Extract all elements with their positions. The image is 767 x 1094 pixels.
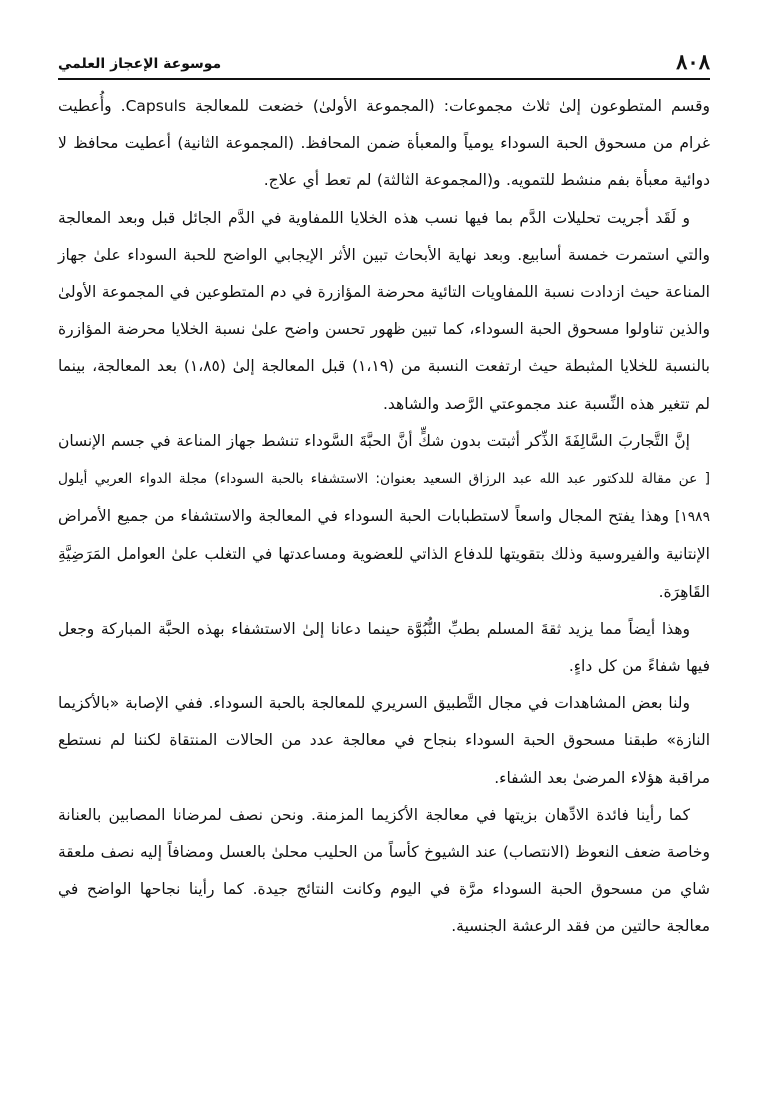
- book-page: [58, 48, 710, 1078]
- paragraph-volunteer-groups: وقسم المتطوعون إلىٰ ثلاث مجموعات: (المجموعة الأولىٰ) خضعت للمعالجة Capsuls. وأُعطيت غرام من مسحوق الحبة السوداء يومياً والمعبأة ضمن المحافظ. (المجموعة الثانية) أعطيت محافظ لا دوائية معبأة بفم منشط للتمويه. و(المجموعة الثالثة) لم تعط أي علاج.: [58, 97, 710, 190]
- paragraph-immune-conclusion: [58, 423, 710, 611]
- body-text: [58, 88, 710, 946]
- page-number: ٨٠٨: [676, 49, 710, 74]
- paragraph-eczema-and-impotence: كما رأينا فائدة الادِّهان بزيتها في معالجة الأكزيما المزمنة. ونحن نصف لمرضانا المصابين بالعنانة وخاصة ضعف النعوظ (الانتصاب) عند الشيوخ كأساً من الحليب محلىٰ بالعسل ومضافاً إليه نصف ملعقة شاي من مسحوق الحبة السوداء مرَّة في اليوم وكانت النتائج جيدة. كما رأينا نجاحها الواضح في معالجة حالتين من فقد الرعشة الجنسية.: [58, 805, 710, 936]
- paragraph-clinical-observations: ولنا بعض المشاهدات في مجال التَّطبيق السريري للمعالجة بالحبة السوداء. ففي الإصابة «بالأكزيما النازة» طبقنا مسحوق الحبة السوداء بنجاح في معالجة عدد من الحالات المنتقاة لكننا لم نستطع مراقبة هؤلاء المرضىٰ بعد الشفاء.: [58, 694, 710, 787]
- paragraph-immune-text-before: إنَّ التَّجاربَ السَّالِفَةَ الذِّكر أثبتت بدون شكٍّ أنَّ الحبَّةَ السَّوداء تنشط جهاز المناعة في جسم الإنسان: [58, 431, 690, 450]
- paragraph-immune-text-after: وهذا يفتح المجال واسعاً لاستطبابات الحبة السوداء في المعالجة والاستشفاء من جميع الأمراض الإنتانية والفيروسية وذلك بتقويتها للدفاع الذاتي للعضوية ومساعدتها في التغلب علىٰ العوامل المَرَضِيَّةِ القَاهِرَة.: [58, 507, 710, 601]
- paragraph-blood-analysis: و لَقَد أجريت تحليلات الدَّم بما فيها نسب هذه الخلايا اللمفاوية في الدَّم الجائل قبل وبعد المعالجة والتي استمرت خمسة أسابيع. وبعد نهاية الأبحاث تبين الأثر الإيجابي الواضح للحبة السوداء علىٰ جهاز المناعة حيث ازدادت نسبة اللمفاويات التائية محرضة المؤازرة في دم المتطوعين في المجموعة الأولىٰ والذين تناولوا مسحوق الحبة السوداء، كما تبين ظهور تحسن واضح علىٰ نسبة الخلايا محرضة المؤازرة بالنسبة للخلايا المثبطة حيث ارتفعت النسبة من (١،١٩) قبل المعالجة إلىٰ (١،٨٥) بعد المعالجة، بينما لم تتغير هذه النِّسبة عند مجموعتي الرَّصد والشاهد.: [58, 208, 710, 413]
- citation-note: [ عن مقالة للدكتور عبد الله عبد الرزاق السعيد بعنوان: الاستشفاء بالحبة السوداء) مجلة الدواء العربي أيلول ١٩٨٩]: [58, 471, 710, 526]
- running-header: [58, 48, 710, 80]
- paragraph-prophetic-medicine: وهذا أيضاً مما يزيد ثقةَ المسلم بطبِّ النُّبُوَّة حينما دعانا إلىٰ الاستشفاء بهذه الحبَّة المباركة وجعل فيها شفاءً من كل داءٍ.: [58, 619, 710, 676]
- book-title: موسوعة الإعجاز العلمي: [58, 56, 222, 72]
